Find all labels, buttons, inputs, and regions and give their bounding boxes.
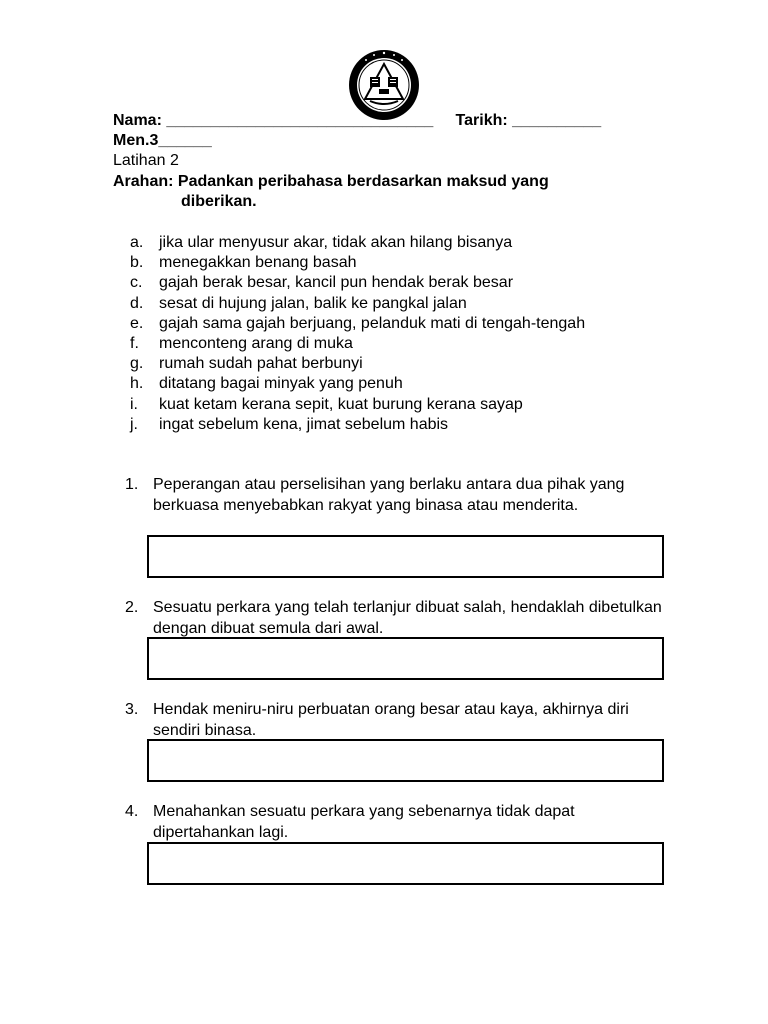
question-text: Sesuatu perkara yang telah terlanjur dibuat salah, hendaklah dibetulkan dengan dibuat semula dari awal. bbox=[153, 599, 662, 637]
instruction-line-1: Arahan: Padankan peribahasa berdasarkan maksud yang bbox=[113, 173, 549, 190]
option-letter: i. bbox=[130, 395, 138, 413]
option-text: kuat ketam kerana sepit, kuat burung kerana sayap bbox=[159, 395, 523, 413]
option-letter: a. bbox=[130, 234, 144, 251]
list-item bbox=[130, 294, 585, 314]
option-text: ingat sebelum kena, jimat sebelum habis bbox=[159, 415, 449, 433]
list-item bbox=[130, 233, 585, 253]
option-letter: f. bbox=[130, 334, 139, 352]
name-label: Nama: bbox=[113, 112, 162, 129]
date-field[interactable]: __________ bbox=[512, 112, 602, 129]
list-item bbox=[130, 334, 585, 354]
option-text: jika ular menyusur akar, tidak akan hilang bisanya bbox=[159, 234, 513, 251]
list-item bbox=[130, 415, 585, 435]
option-letter: j. bbox=[130, 415, 138, 433]
answer-box-2[interactable] bbox=[147, 637, 664, 680]
question-4 bbox=[125, 802, 670, 843]
option-letter: b. bbox=[130, 254, 144, 272]
option-letter: h. bbox=[130, 375, 144, 393]
name-field[interactable]: ______________________________ bbox=[166, 112, 434, 129]
list-item bbox=[130, 374, 585, 394]
question-text: Peperangan atau perselisihan yang berlaku antara dua pihak yang berkuasa menyebabkan rakyat yang binasa atau menderita. bbox=[153, 476, 625, 514]
answer-box-1[interactable] bbox=[147, 535, 664, 578]
question-number: 1. bbox=[125, 476, 139, 493]
option-text: menegakkan benang basah bbox=[159, 254, 357, 272]
option-letter: d. bbox=[130, 294, 144, 312]
question-number: 4. bbox=[125, 803, 139, 820]
option-letter: c. bbox=[130, 274, 143, 292]
exercise-title: Latihan 2 bbox=[113, 152, 179, 169]
option-text: gajah berak besar, kancil pun hendak berak besar bbox=[159, 274, 514, 292]
name-date-line bbox=[113, 111, 601, 131]
proverb-options-list bbox=[130, 233, 585, 435]
option-letter: g. bbox=[130, 355, 144, 373]
option-text: rumah sudah pahat berbunyi bbox=[159, 355, 363, 373]
instruction bbox=[113, 172, 549, 212]
option-letter: e. bbox=[130, 314, 144, 332]
option-text: gajah sama gajah berjuang, pelanduk mati di tengah-tengah bbox=[159, 314, 586, 332]
question-text: Hendak meniru-niru perbuatan orang besar atau kaya, akhirnya diri sendiri binasa. bbox=[153, 701, 629, 739]
question-text: Menahankan sesuatu perkara yang sebenarnya tidak dapat dipertahankan lagi. bbox=[153, 803, 575, 841]
list-item bbox=[130, 273, 585, 293]
option-text: menconteng arang di muka bbox=[159, 334, 353, 352]
question-number: 3. bbox=[125, 701, 139, 718]
answer-box-3[interactable] bbox=[147, 739, 664, 782]
list-item bbox=[130, 314, 585, 334]
list-item bbox=[130, 395, 585, 415]
question-3 bbox=[125, 700, 670, 741]
class-field[interactable]: Men.3______ bbox=[113, 132, 212, 149]
list-item bbox=[130, 354, 585, 374]
list-item bbox=[130, 253, 585, 273]
instruction-line-2: diberikan. bbox=[181, 193, 257, 210]
date-label: Tarikh: bbox=[455, 112, 508, 129]
option-text: sesat di hujung jalan, balik ke pangkal jalan bbox=[159, 294, 467, 312]
question-2 bbox=[125, 598, 670, 639]
answer-box-4[interactable] bbox=[147, 842, 664, 885]
option-text: ditatang bagai minyak yang penuh bbox=[159, 375, 403, 393]
question-1 bbox=[125, 475, 670, 516]
question-number: 2. bbox=[125, 599, 139, 616]
